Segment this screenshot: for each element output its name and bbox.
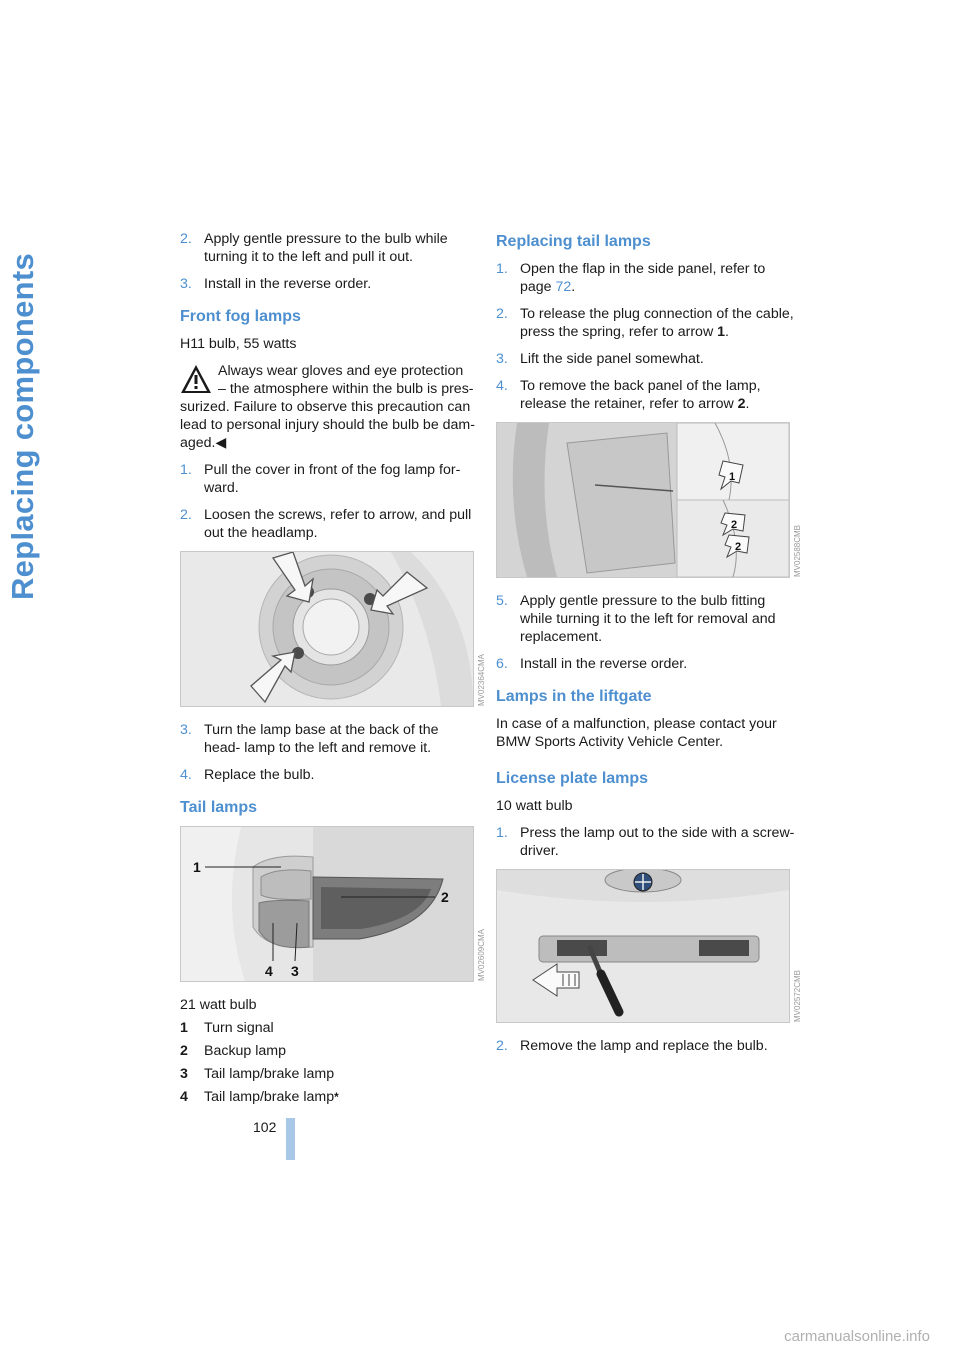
step-item: 4. To remove the back panel of the lamp, release the retainer, refer to arrow 2. bbox=[496, 378, 761, 412]
callout-label: 2 bbox=[731, 519, 738, 531]
site-watermark: carmanualsonline.info bbox=[784, 1328, 930, 1345]
page-reference-link[interactable]: 72 bbox=[555, 279, 572, 295]
legend-item: 4 Tail lamp/brake lamp * bbox=[180, 1089, 339, 1105]
step-item: 1. Open the flap in the side panel, refer to page 72. bbox=[496, 261, 766, 295]
fog-lamp-illustration bbox=[181, 552, 473, 706]
optional-equipment-star: * bbox=[334, 1090, 339, 1104]
legend-item: 2 Backup lamp bbox=[180, 1043, 287, 1059]
callout-label: 3 bbox=[291, 963, 299, 979]
side-panel-figure bbox=[496, 422, 802, 578]
fog-lamp-figure bbox=[180, 551, 486, 707]
legend-item: 1 Turn signal bbox=[180, 1020, 274, 1036]
license-plate-lamps-heading: License plate lamps bbox=[496, 770, 649, 787]
warning-text: Always wear gloves and eye protection – the atmosphere within the bulb is pres- surized. Failure to observe this precaution can lead to personal injury should the bulb be dam- aged.◀ bbox=[180, 363, 475, 451]
figure-code: MV02609CMA bbox=[477, 928, 486, 981]
left-column bbox=[180, 230, 486, 1111]
callout-label: 1 bbox=[193, 859, 201, 875]
figure-code: MV02572CMB bbox=[793, 969, 802, 1022]
step-item: 2. To release the plug connection of the cable, press the spring, refer to arrow 1. bbox=[496, 306, 794, 340]
step-item: 3. Turn the lamp base at the back of the head- lamp to the left and remove it. bbox=[180, 722, 439, 756]
callout-label: 4 bbox=[265, 963, 273, 979]
step-item: 1. Pull the cover in front of the fog lamp for- ward. bbox=[180, 462, 461, 496]
license-lamp-illustration bbox=[497, 870, 789, 1022]
right-column bbox=[496, 230, 802, 1064]
step-item: 4. Replace the bulb. bbox=[180, 767, 315, 783]
step-item: 1. Press the lamp out to the side with a screw- driver. bbox=[496, 825, 795, 859]
liftgate-lamps-heading: Lamps in the liftgate bbox=[496, 688, 652, 705]
fog-bulb-spec: H11 bulb, 55 watts bbox=[180, 336, 297, 352]
tail-lamps-heading: Tail lamps bbox=[180, 799, 258, 816]
page-number-bar bbox=[286, 1118, 295, 1160]
callout-label: 2 bbox=[441, 889, 449, 905]
figure-code: MV02588CMB bbox=[793, 524, 802, 577]
step-item: 3. Lift the side panel somewhat. bbox=[496, 351, 704, 367]
side-panel-illustration bbox=[497, 423, 789, 577]
tail-lamp-illustration bbox=[181, 827, 473, 981]
fog-lamps-heading: Front fog lamps bbox=[180, 308, 301, 325]
legend-item: 3 Tail lamp/brake lamp bbox=[180, 1066, 335, 1082]
replacing-tail-lamps-heading: Replacing tail lamps bbox=[496, 233, 651, 250]
callout-label: 1 bbox=[729, 471, 736, 483]
figure-code: MV02364CMA bbox=[477, 653, 486, 706]
step-item: 5. Apply gentle pressure to the bulb fitting while turning it to the left for removal and replacement. bbox=[496, 593, 776, 645]
step-item: 2. Apply gentle pressure to the bulb while turning it to the left and pull it out. bbox=[180, 231, 448, 265]
page-number: 102 bbox=[253, 1119, 277, 1135]
warning-triangle-icon bbox=[180, 364, 212, 394]
liftgate-text: In case of a malfunction, please contact your BMW Sports Activity Vehicle Center. bbox=[496, 716, 777, 750]
step-item: 2. Loosen the screws, refer to arrow, and pull out the headlamp. bbox=[180, 507, 472, 541]
step-item: 6. Install in the reverse order. bbox=[496, 656, 688, 672]
step-item: 2. Remove the lamp and replace the bulb. bbox=[496, 1038, 768, 1054]
callout-label: 2 bbox=[735, 541, 742, 553]
step-item: 3. Install in the reverse order. bbox=[180, 276, 372, 292]
license-lamp-figure bbox=[496, 869, 802, 1023]
warning-note bbox=[180, 362, 475, 452]
license-bulb-spec: 10 watt bulb bbox=[496, 798, 573, 814]
tail-bulb-spec: 21 watt bulb bbox=[180, 997, 257, 1013]
tail-lamp-figure bbox=[180, 826, 486, 982]
side-section-title: Replacing components bbox=[5, 252, 40, 600]
